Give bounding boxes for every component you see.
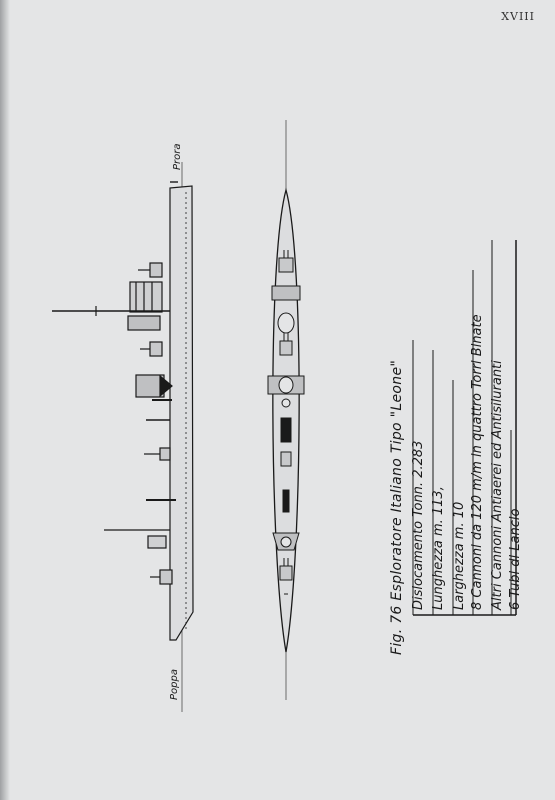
bow-label: Prora xyxy=(172,143,183,170)
side-elevation xyxy=(52,162,193,712)
spec-torpedo-tubes: 6 Tubi di Lancio xyxy=(508,508,523,610)
side-turret-2 xyxy=(150,342,162,356)
plan-midships-mounts xyxy=(281,418,291,512)
side-bridge xyxy=(130,282,162,312)
figure-title: Fig. 76 Esploratore Italiano Tipo "Leone" xyxy=(389,359,405,655)
spec-displacement: Dislocamento Tonn. 2.283 xyxy=(411,440,426,610)
plate-number: XVIII xyxy=(501,10,535,23)
side-aft-house xyxy=(148,536,166,548)
side-hull xyxy=(170,186,193,640)
plan-aft-house xyxy=(273,533,299,550)
spec-other-guns: Altri Cannoni Antiaerei ed Antisiluranti xyxy=(490,360,505,610)
side-funnel-1 xyxy=(128,316,160,330)
plan-view xyxy=(268,120,304,700)
side-turret-1 xyxy=(150,263,162,277)
spec-main-guns: 8 Cannoni da 120 m/m in quattro Torri Binate xyxy=(470,314,485,610)
side-fittings xyxy=(52,263,176,584)
spec-beam: Larghezza m. 10 xyxy=(452,501,467,610)
stern-label: Poppa xyxy=(169,669,180,700)
spec-length: Lunghezza m. 113, xyxy=(431,486,446,610)
side-turret-3 xyxy=(160,448,170,460)
side-turret-4 xyxy=(160,570,172,584)
